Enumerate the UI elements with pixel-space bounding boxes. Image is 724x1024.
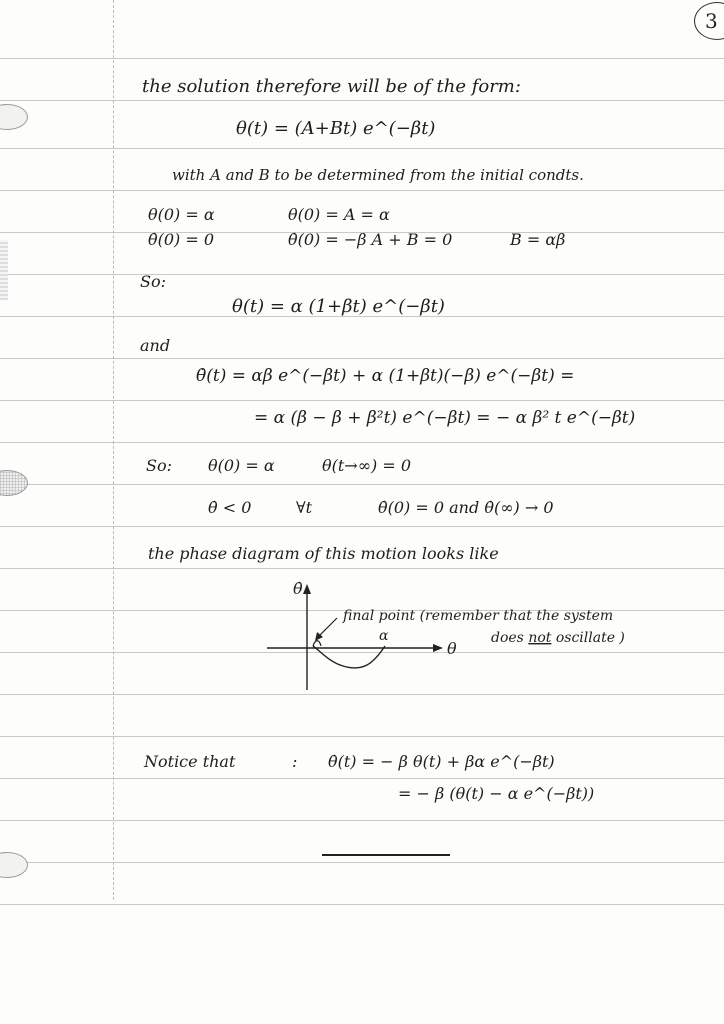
ruled-line [0,400,724,401]
theta-at-zero: θ(0) = α [208,456,275,475]
phase-trajectory [313,646,385,668]
y-axis-label: θ̇ [293,580,303,598]
b-value: B = αβ [510,230,566,249]
binder-hole [0,104,28,130]
theta-at-infinity: θ(t→∞) = 0 [322,456,412,475]
derivative-line-1: θ̇(t) = αβ e^(−βt) + α (1+βt)(−β) e^(−βt) = [196,366,575,386]
ruled-line [0,58,724,59]
ruled-line [0,568,724,569]
notice-equation-1: θ̇(t) = − β θ(t) + βα e^(−βt) [328,752,555,771]
ic-theta-zero: θ(0) = α [148,205,215,224]
margin-line [113,0,115,900]
ic-theta-zero-result: θ(0) = A = α [288,205,390,224]
x-axis-label: θ [447,639,457,658]
notice-label: Notice that [144,752,236,771]
final-point-annotation: final point (remember that the system [343,608,614,624]
ic-theta-dot-zero: θ̇(0) = 0 [148,230,215,249]
solution-form: θ(t) = (A+Bt) e^(−βt) [236,118,436,139]
so-label-2: So: [146,456,172,475]
phase-diagram-intro: the phase diagram of this motion looks like [148,544,499,563]
paper-edge-texture [0,240,8,300]
oscillation-annotation: does not oscillate ) [491,630,625,646]
binder-hole [0,852,28,878]
end-rule [322,854,450,856]
theta-dot-negative: θ̇ < 0 [208,498,252,517]
theta-dot-limits: θ̇(0) = 0 and θ̇(∞) → 0 [378,498,554,517]
ruled-line [0,100,724,101]
ruled-line [0,484,724,485]
y-axis-arrow-icon [303,584,311,594]
and-label: and [140,336,171,355]
notice-colon: : [292,752,298,771]
ruled-line [0,190,724,191]
so-label-1: So: [140,272,166,291]
alpha-label: α [379,628,389,644]
x-axis-arrow-icon [433,644,443,652]
theta-solution: θ(t) = α (1+βt) e^(−βt) [232,296,445,317]
ruled-line [0,526,724,527]
ruled-line [0,358,724,359]
for-all-t: ∀t [296,498,313,517]
intro-text: the solution therefore will be of the form: [142,76,521,97]
initial-conditions-note: with A and B to be determined from the initial condts. [172,166,584,184]
derivative-line-2: = α (β − β + β²t) e^(−βt) = − α β² t e^(−βt) [254,408,636,428]
ruled-line [0,736,724,737]
ruled-line [0,820,724,821]
ruled-line [0,904,724,905]
binder-hole [0,470,28,496]
ruled-line [0,862,724,863]
page-number: 3 [694,2,724,40]
phase-diagram [255,580,715,700]
notice-equation-2: = − β (θ(t) − α e^(−βt)) [398,784,595,803]
ruled-line [0,442,724,443]
ruled-line [0,274,724,275]
ic-theta-dot-zero-result: θ̇(0) = −β A + B = 0 [288,230,453,249]
trajectory-hook [313,641,321,646]
ruled-line [0,778,724,779]
ruled-line [0,148,724,149]
